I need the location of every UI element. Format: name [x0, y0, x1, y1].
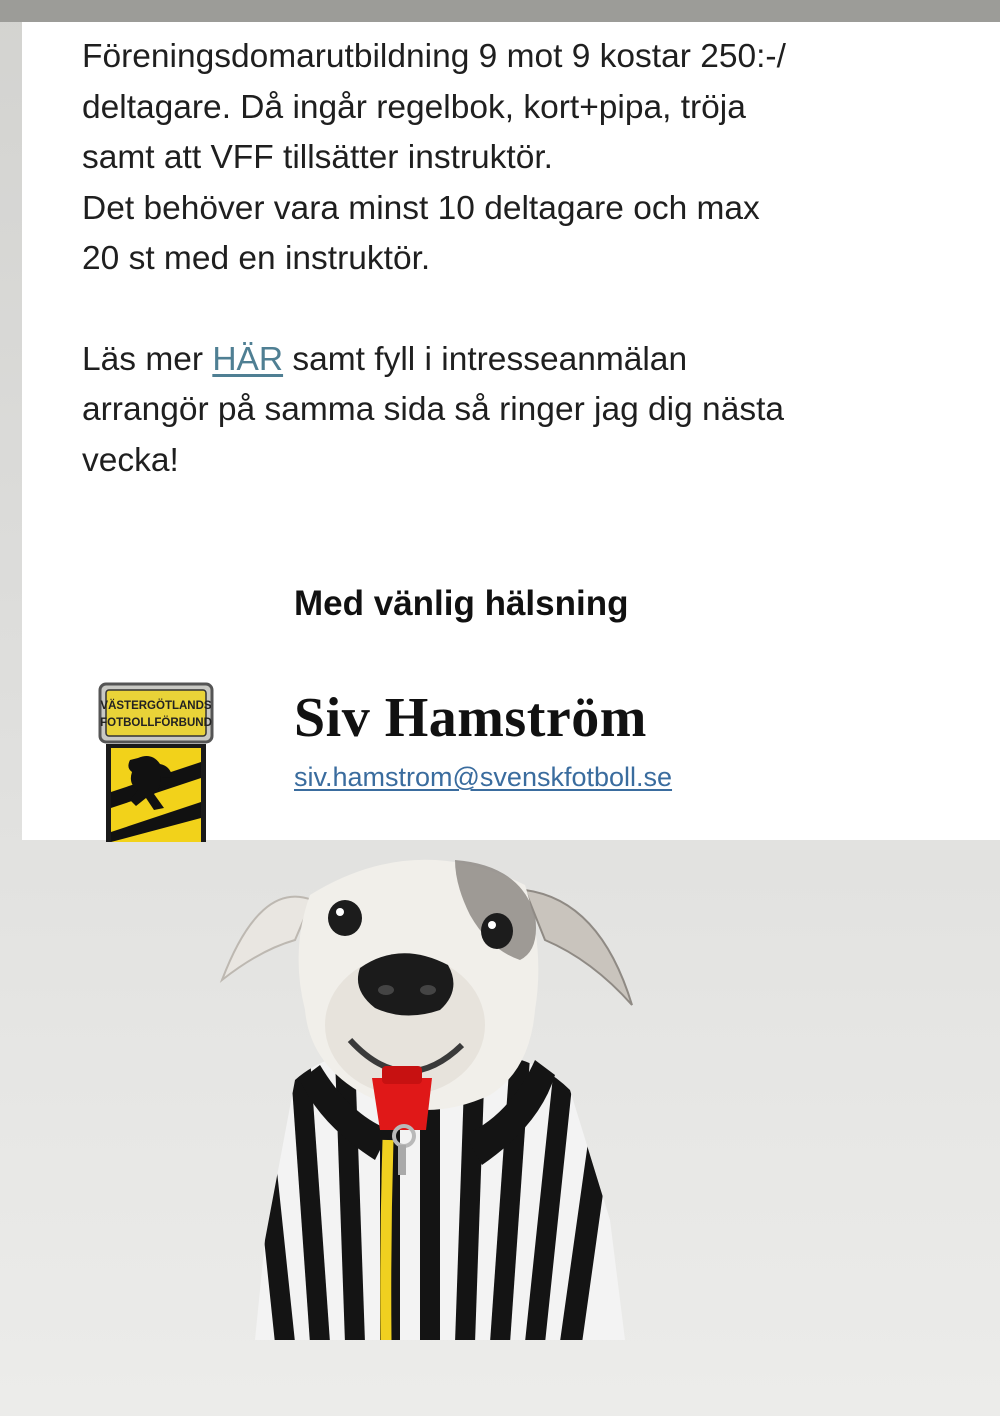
- closing-greeting: Med vänlig hälsning: [294, 584, 629, 623]
- body-text-fragment: samt fyll i intresseanmälan: [283, 340, 688, 378]
- body-line-with-link: [82, 335, 962, 386]
- email-body: [82, 32, 962, 486]
- signature-email-link[interactable]: siv.hamstrom@svenskfotboll.se: [294, 762, 673, 792]
- logo-text: FOTBOLLFÖRBUND: [100, 717, 212, 729]
- vastergotlands-fotbollforbund-logo: [98, 682, 214, 842]
- body-line: Det behöver vara minst 10 deltagare och max: [82, 189, 760, 227]
- body-line: deltagare. Då ingår regelbok, kort+pipa, tröja: [82, 88, 746, 126]
- referee-dog-image: [200, 840, 650, 1350]
- body-line: 20 st med en instruktör.: [82, 240, 431, 277]
- body-line: arrangör på samma sida så ringer jag dig nästa: [82, 391, 785, 428]
- top-frame-strip: [0, 0, 1000, 22]
- body-line: samt att VFF tillsätter instruktör.: [82, 139, 553, 176]
- body-text-fragment: Läs mer: [82, 340, 213, 378]
- logo-text: VÄSTERGÖTLANDS: [100, 700, 212, 712]
- read-more-link[interactable]: HÄR: [212, 340, 284, 378]
- signature-name: Siv Hamström: [294, 687, 647, 749]
- email-card: [22, 22, 1000, 840]
- body-line: vecka!: [82, 441, 179, 479]
- body-line: Föreningsdomarutbildning 9 mot 9 kostar 250:-/: [82, 38, 786, 75]
